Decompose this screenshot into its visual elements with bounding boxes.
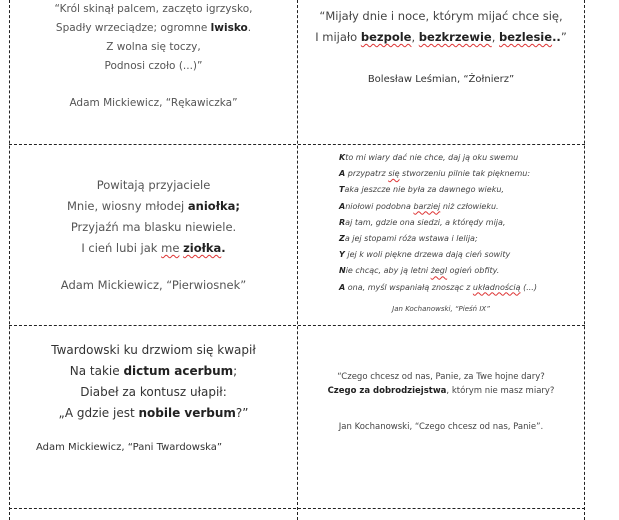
quote-author: Jan Kochanowski, “Pieśń IX” xyxy=(392,304,490,313)
quote-text xyxy=(10,340,297,424)
quote-line: Spadły wrzeciądze; ogromne lwisko. xyxy=(55,22,252,34)
quote-author: Jan Kochanowski, “Czego chcesz od nas, Panie”. xyxy=(338,422,544,432)
quote-text xyxy=(298,6,584,48)
quote-line: Na takie dictum acerbum; xyxy=(69,364,238,378)
quote-text xyxy=(298,370,584,398)
quote-author: Adam Mickiewicz, “Pierwiosnek” xyxy=(60,278,247,292)
grid-row-divider-1 xyxy=(9,144,585,145)
quote-line: „A gdzie jest nobile verbum?” xyxy=(58,406,249,420)
quote-line: A przypatrz się stworzeniu pilnie tak pięknemu: xyxy=(339,169,531,179)
quote-text xyxy=(298,150,584,296)
quote-line: Czego za dobrodziejstwa, którym nie masz miary? xyxy=(327,386,555,396)
quote-author: Adam Mickiewicz, “Rękawiczka” xyxy=(69,97,238,109)
quote-line: Twardowski ku drzwiom się kwapił xyxy=(51,343,256,357)
quote-line: I mijało bezpole, bezkrzewie, bezlesie..” xyxy=(315,30,567,44)
quote-line: Diabeł za kontusz ułapił: xyxy=(80,385,227,399)
quote-author: Adam Mickiewicz, “Pani Twardowska” xyxy=(36,442,223,453)
grid-row-divider-2 xyxy=(9,325,585,326)
quote-line: A ona, myśl wspaniałą znosząc z układnością (...) xyxy=(339,282,537,292)
quote-card-pani-twardowska xyxy=(10,340,297,453)
quote-line: Podnosi czoło (...)” xyxy=(104,60,203,72)
quote-card-piesn-ix xyxy=(298,150,584,313)
quote-line: Nie chcąc, aby ją letni żegl ogień obfity. xyxy=(339,266,500,276)
quote-line: Za jej stopami róża wstawa i lelija; xyxy=(339,234,478,244)
quote-card-zolnierz xyxy=(298,6,584,85)
grid-border-right xyxy=(584,0,585,520)
quote-line: I cień lubi jak me ziołka. xyxy=(81,241,226,255)
quote-line: Z wolna się toczy, xyxy=(106,41,201,53)
quote-line: “Mijały dnie i noce, którym mijać chce się, xyxy=(319,9,563,23)
quote-card-czego-chcesz xyxy=(298,370,584,432)
quote-text xyxy=(10,0,297,76)
quote-card-pierwiosnek xyxy=(10,175,297,292)
quote-line: Kto mi wiary dać nie chce, daj ją oku swemu xyxy=(339,153,519,162)
quote-line: Powitają przyjaciele xyxy=(96,178,211,192)
quote-line: Taka jeszcze nie była za dawnego wieku, xyxy=(339,185,504,195)
quote-line: Aniołowi podobna barziej niż człowieku. xyxy=(339,201,499,211)
quote-line: Y jej k woli piękne drzewa dają cień sowity xyxy=(339,250,511,260)
quote-line: Raj tam, gdzie ona siedzi, a którędy mija, xyxy=(339,217,506,227)
quote-text xyxy=(10,175,297,259)
grid-row-divider-3 xyxy=(9,508,585,509)
quote-card-rekawiczka xyxy=(10,0,297,113)
quote-line: Przyjaźń ma blasku niewiele. xyxy=(70,220,237,234)
quote-line: “Król skinął palcem, zaczęto igrzysko, xyxy=(54,3,253,15)
quote-line: Mnie, wiosny młodej aniołka; xyxy=(67,199,240,213)
quote-author: Bolesław Leśmian, “Żołnierz” xyxy=(367,74,515,85)
quote-line: “Czego chcesz od nas, Panie, za Twe hojne dary? xyxy=(337,372,545,382)
